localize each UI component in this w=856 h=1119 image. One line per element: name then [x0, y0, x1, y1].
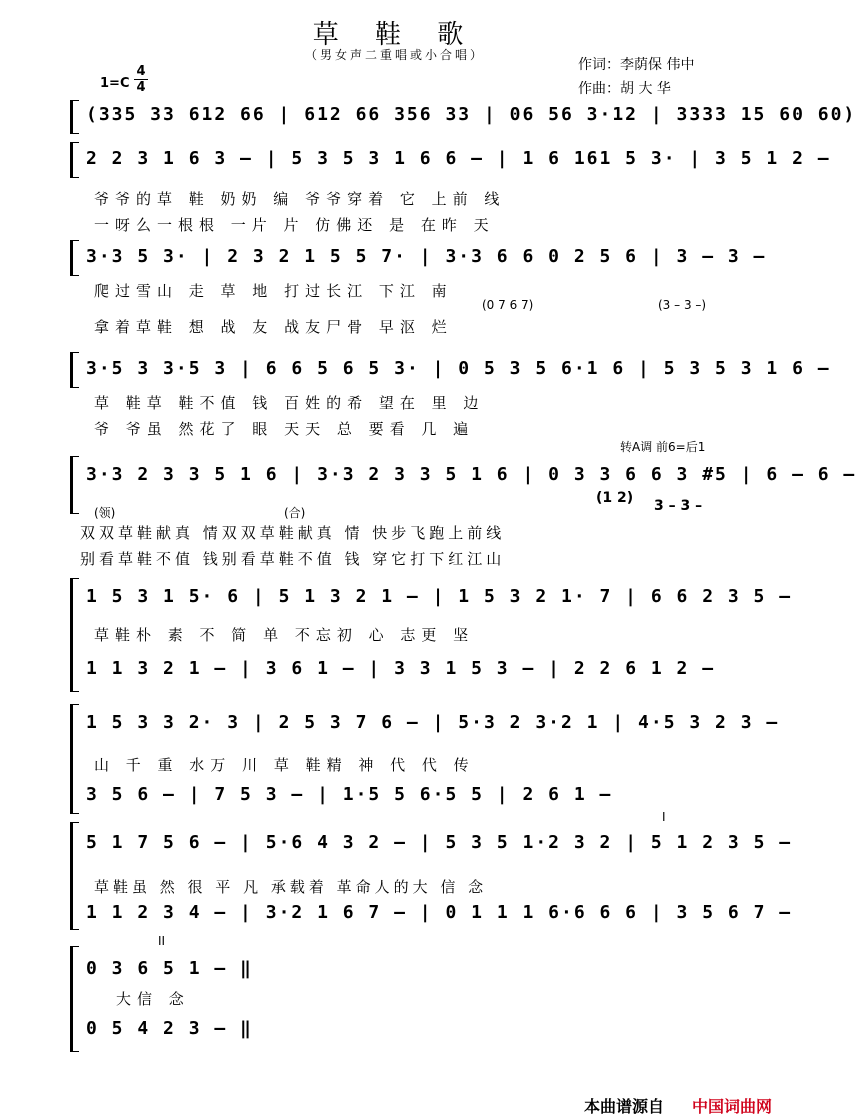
melody-line: 1 5 3 3 2· 3 | 2 5 3 7 6 – | 5·3 2 3·2 1 | 4·5 3 2 3 –: [86, 712, 780, 733]
lyric-line-2: 拿着草鞋 想 战 友 战友尸骨 早沤 烂: [94, 318, 453, 336]
harmony-line: 1 1 2 3 4 – | 3·2 1 6 7 – | 0 1 1 1 6·6 6 6 | 3 5 6 7 –: [86, 902, 793, 923]
system-brace: [70, 456, 79, 514]
harmony-line: 0 5 4 2 3 – ‖: [86, 1018, 253, 1039]
system-6: [72, 704, 780, 812]
lyric-line-1: 爷爷的草 鞋 奶奶 编 爷爷穿着 它 上前 线: [94, 190, 506, 208]
system-brace: [70, 704, 79, 814]
part-label-chorus: (合): [284, 506, 306, 520]
time-signature: [134, 64, 148, 95]
lyric-line-2: 别看草鞋不值 钱别看草鞋不值 钱 穿它打下红江山: [80, 550, 506, 568]
melody-line: 3·3 5 3· | 2 3 2 1 5 5 7· | 3·3 6 6 0 2 5 6 | 3 – 3 –: [86, 246, 767, 267]
system-brace: [70, 822, 79, 930]
melody-line: 1 5 3 1 5· 6 | 5 1 3 2 1 – | 1 5 3 2 1· 7 | 6 6 2 3 5 –: [86, 586, 793, 607]
composer-credit: 作曲：胡 大 华: [578, 81, 671, 97]
melody-line: 3·3 2 3 3 5 1 6 | 3·3 2 3 3 5 1 6 | 0 3 3 6 6 3 #5 | 6 – 6 –: [86, 464, 856, 485]
system-5: [72, 578, 793, 690]
modulation-note: 转A调 前6=后1: [620, 440, 706, 454]
melody-line: 5 1 7 5 6 – | 5·6 4 3 2 – | 5 3 5 1·2 3 2 | 5 1 2 3 5 –: [86, 832, 793, 853]
system-7: [72, 810, 793, 928]
part-label-lead: (领): [94, 506, 116, 520]
melody-line: (335 33 612 66 | 612 66 356 33 | 06 56 3·12 | 3333 15 60 60): [86, 104, 856, 125]
lyric-line-2: 爷 爷虽 然花了 眼 天天 总 要看 几 遍: [94, 420, 475, 438]
system-4: [72, 456, 856, 574]
lyric-line-1: 草 鞋草 鞋不值 钱 百姓的希 望在 里 边: [94, 394, 485, 412]
melody-line: 3·5 3 3·5 3 | 6 6 5 6 5 3· | 0 5 3 5 6·1 6 | 5 3 5 3 1 6 –: [86, 358, 831, 379]
system-1: [72, 142, 831, 238]
harmony-line: 1 1 3 2 1 – | 3 6 1 – | 3 3 1 5 3 – | 2 2 6 1 2 –: [86, 658, 716, 679]
inner-voice-note: 3 – 3 –: [654, 498, 703, 514]
system-2: [72, 240, 767, 340]
lyricist-credit: 作词：李荫保 伟中: [578, 57, 695, 73]
volta-mark-2: II: [158, 934, 166, 948]
lyric-line-2: 一呀么一根根 一片 片 仿佛还 是 在昨 天: [94, 216, 495, 234]
page-title: 草 鞋 歌: [312, 20, 478, 50]
time-top: 4: [136, 64, 146, 79]
system-brace: [70, 578, 79, 692]
system-brace: [70, 142, 79, 178]
lyric-line-1: 双双草鞋献真 情双双草鞋献真 情 快步飞跑上前线: [80, 524, 506, 542]
harmony-line: 3 5 6 – | 7 5 3 – | 1·5 5 6·5 5 | 2 6 1 –: [86, 784, 613, 805]
volta-mark-1: I: [662, 810, 666, 824]
system-intro: [72, 100, 856, 132]
lyric-line-1: 爬过雪山 走 草 地 打过长江 下江 南: [94, 282, 453, 300]
inner-voice-note: (3 – 3 –): [658, 298, 707, 312]
system-brace: [70, 240, 79, 276]
melody-line: 2 2 3 1 6 3 – | 5 3 5 3 1 6 6 – | 1 6 161 5 3· | 3 5 1 2 –: [86, 148, 831, 169]
system-brace: [70, 352, 79, 388]
system-brace: [70, 946, 79, 1052]
system-ending: [72, 934, 272, 1050]
lyric-line-1: 山 千 重 水万 川 草 鞋精 神 代 代 传: [94, 756, 475, 774]
lyric-line-1: 草鞋朴 素 不 简 单 不忘初 心 志更 坚: [94, 626, 475, 644]
key-signature: 1=C: [100, 76, 130, 91]
lyric-line-1: 大信 念: [116, 990, 190, 1008]
time-bottom: 4: [136, 80, 146, 95]
melody-line: 0 3 6 5 1 – ‖: [86, 958, 253, 979]
page-subtitle: （男女声二重唱或小合唱）: [304, 48, 485, 62]
system-3: [72, 352, 831, 454]
footer-source-label: 本曲谱源自: [584, 1097, 665, 1116]
footer-site-link[interactable]: 中国词曲网: [692, 1097, 773, 1116]
inner-voice-note: (1 2): [596, 490, 634, 506]
lyric-line-1: 草鞋虽 然 很 平 凡 承载着 革命人的大 信 念: [94, 878, 488, 896]
system-brace: [70, 100, 79, 134]
inner-voice-note: (0 7 6 7): [482, 298, 534, 312]
